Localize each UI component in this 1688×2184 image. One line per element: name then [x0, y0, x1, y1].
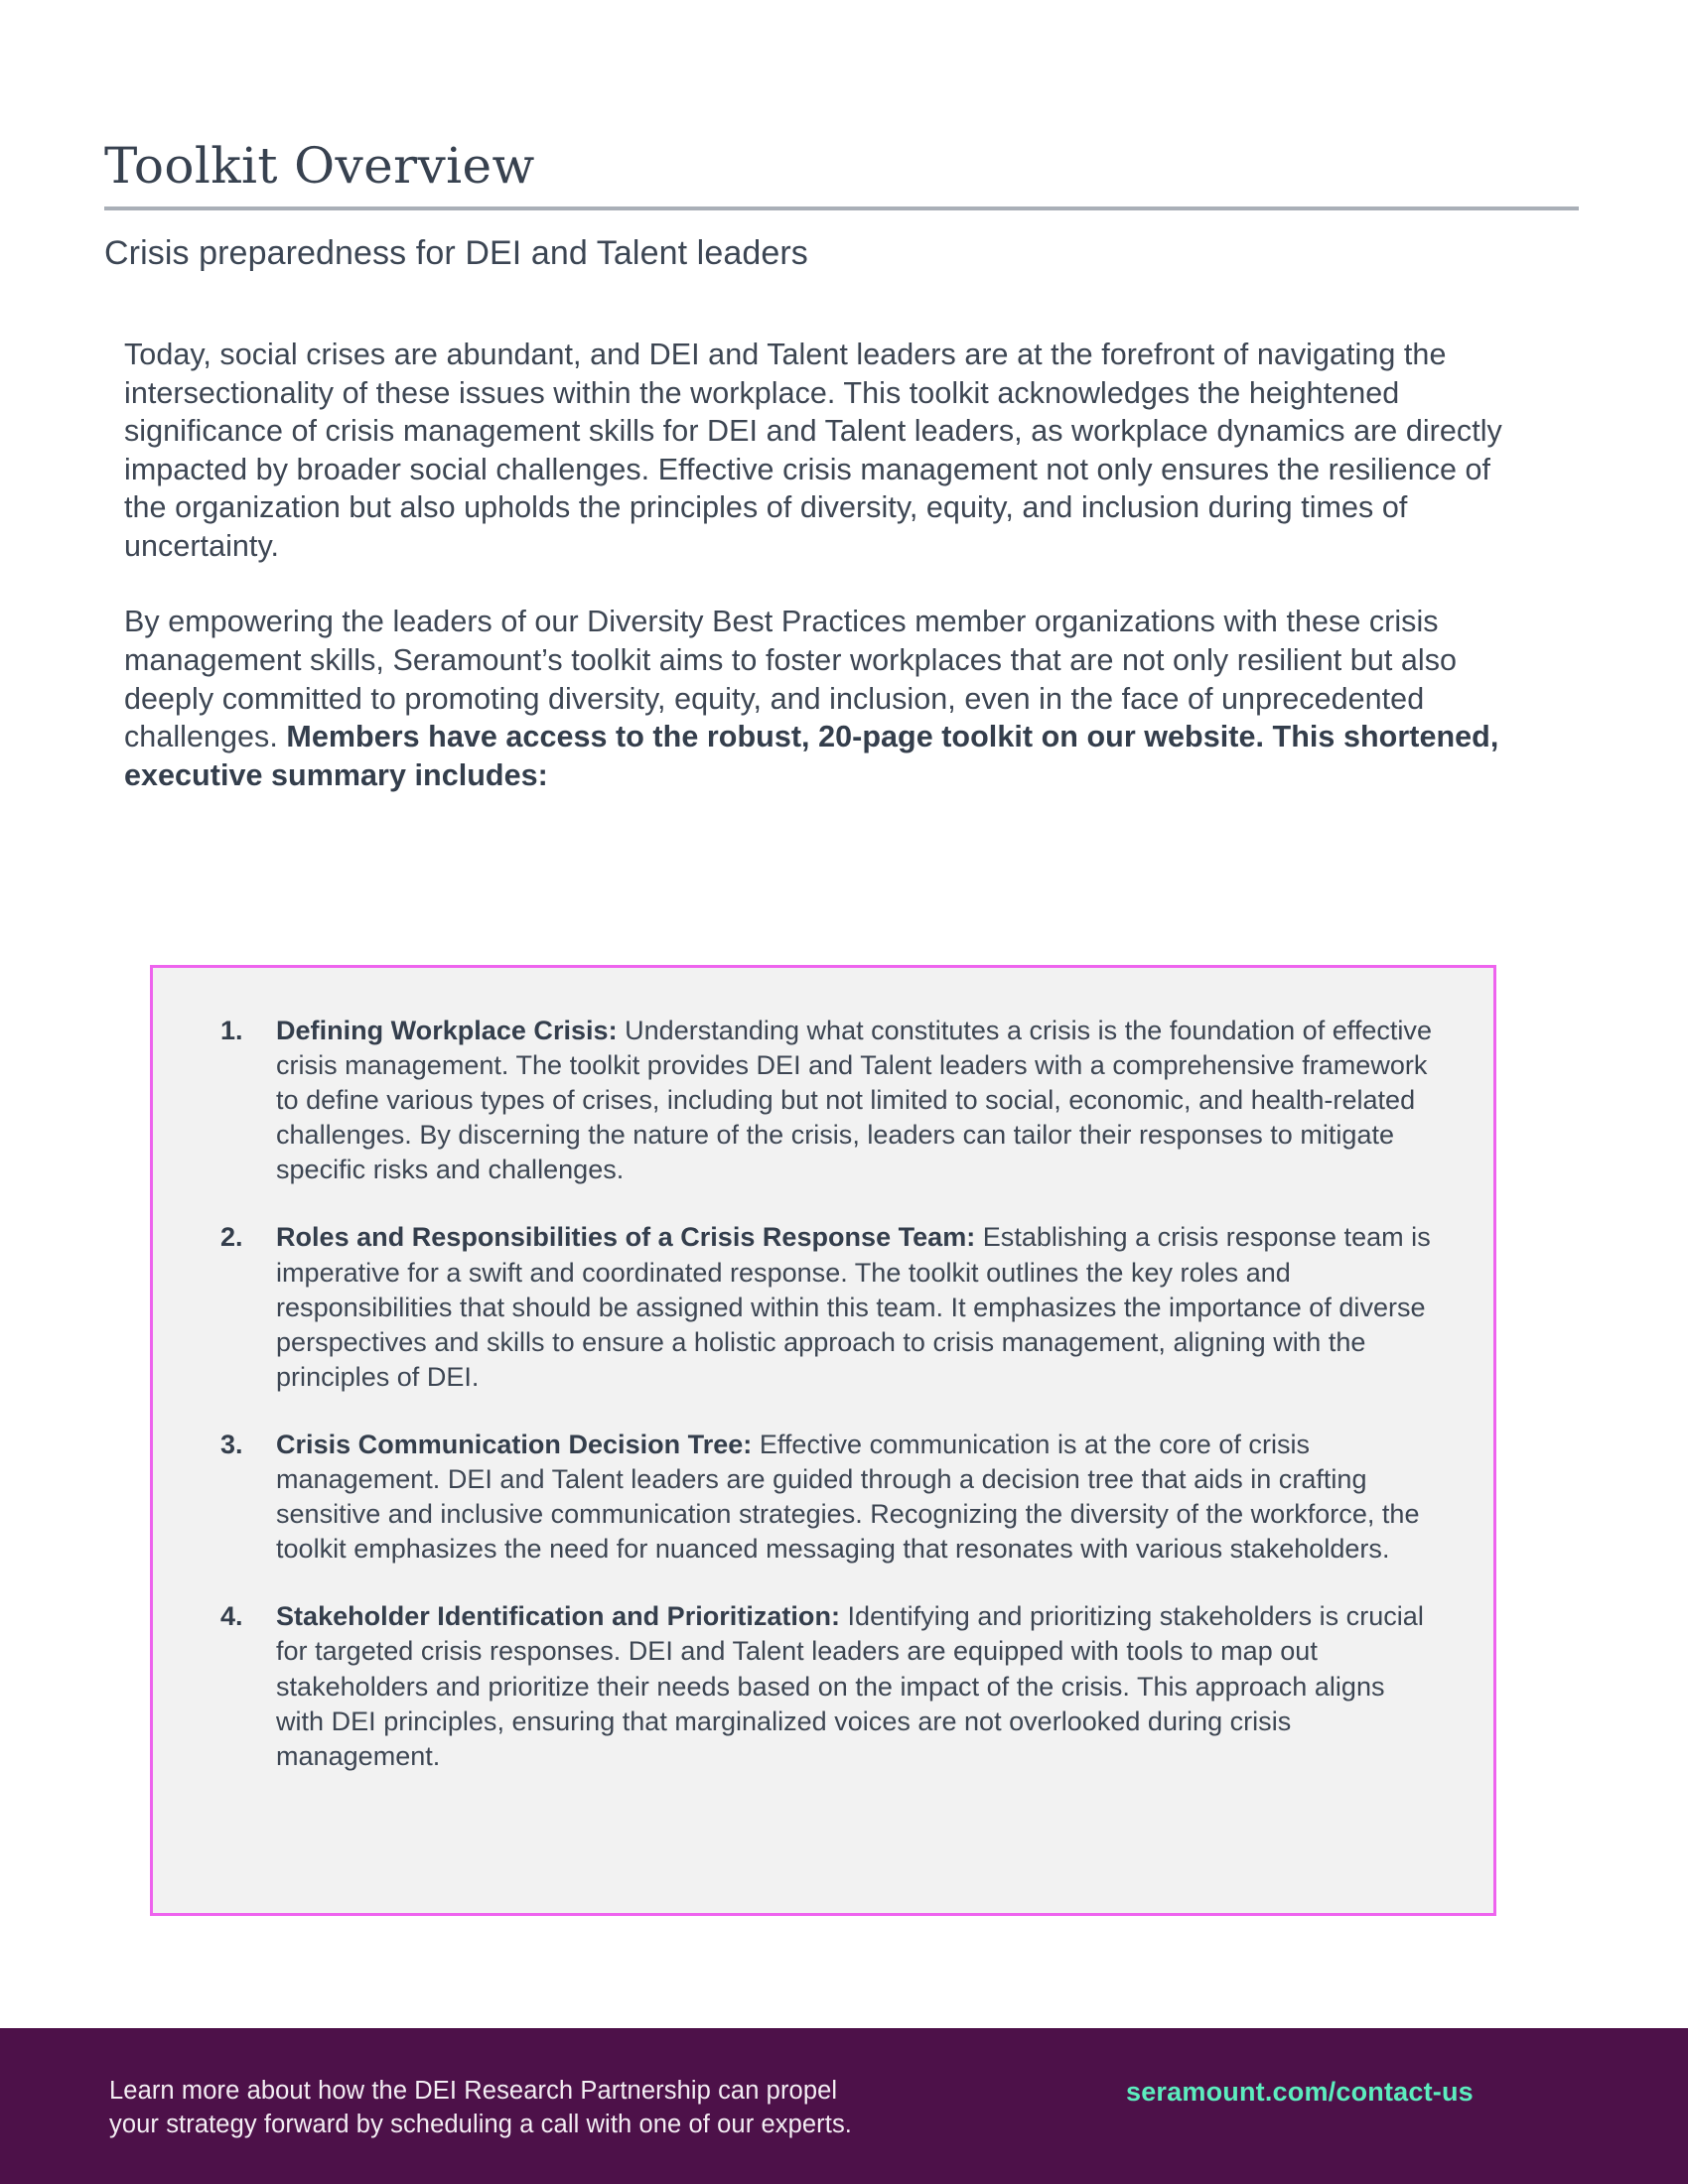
- list-item: [220, 1014, 1434, 1187]
- footer-band: [0, 2028, 1688, 2184]
- intro-section: [124, 336, 1509, 794]
- list-item-body: Understanding what constitutes a crisis is the foundation of effective crisis management. The toolkit provides DEI and Talent leaders with a comprehensive framework to define various types of crises, including but not limited to social, economic, and health-related challenges. By discerning the nature of the crisis, leaders can tailor their responses to mitigate specific risks and challenges.: [276, 1016, 1432, 1185]
- intro-paragraph-2-bold: Members have access to the robust, 20-page toolkit on our website. This shortened, executive summary includes:: [124, 720, 1499, 792]
- list-item-body: Identifying and prioritizing stakeholders is crucial for targeted crisis responses. DEI and Talent leaders are equipped with tools to map out stakeholders and prioritize their needs based on the impact of the crisis. This approach aligns with DEI principles, ensuring that marginalized voices are not overlooked during crisis management.: [276, 1601, 1424, 1771]
- list-item-lead: Crisis Communication Decision Tree:: [276, 1429, 753, 1459]
- list-item-lead: Roles and Responsibilities of a Crisis Response Team:: [276, 1222, 976, 1253]
- footer-message-line-1: Learn more about how the DEI Research Partnership can propel: [109, 2077, 838, 2105]
- intro-paragraph-1: Today, social crises are abundant, and DEI and Talent leaders are at the forefront of navigating the intersectionality of these issues within the workplace. This toolkit acknowledges the heightened significance of crisis management skills for DEI and Talent leaders, as workplace dynamics are directly impacted by broader social challenges. Effective crisis management not only ensures the resilience of the organization but also upholds the principles of diversity, equity, and inclusion during times of uncertainty.: [124, 338, 1502, 563]
- intro-paragraph-2-regular: By empowering the leaders of our Diversity Best Practices member organizations with these crisis management skills, Seramount’s toolkit aims to foster workplaces that are not only resilient but also deeply committed to promoting diversity, equity, and inclusion, even in the face of unprecedented challenges.: [124, 605, 1458, 754]
- list-item: [220, 1428, 1434, 1567]
- list-item-lead: Defining Workplace Crisis:: [276, 1016, 618, 1045]
- document-header: [104, 139, 1584, 273]
- footer-message-line-2: your strategy forward by scheduling a call with one of our experts.: [109, 2110, 852, 2138]
- list-item: [220, 1220, 1434, 1394]
- page-subtitle: Crisis preparedness for DEI and Talent leaders: [104, 234, 808, 272]
- contact-us-link[interactable]: seramount.com/contact-us: [1126, 2077, 1474, 2107]
- list-item-body: Establishing a crisis response team is imperative for a swift and coordinated response. The toolkit outlines the key roles and responsibilities that should be assigned within this team. It emphasizes the importance of diverse perspectives and skills to ensure a holistic approach to crisis management, aligning with the principles of DEI.: [276, 1222, 1431, 1392]
- title-divider: [104, 206, 1579, 210]
- list-item-lead: Stakeholder Identification and Prioritization:: [276, 1601, 840, 1632]
- summary-list: [153, 968, 1493, 1774]
- list-item: [220, 1599, 1434, 1773]
- footer-content: [0, 2028, 1688, 2184]
- footer-message: [109, 2075, 852, 2141]
- intro-paragraph-2: [124, 603, 1509, 794]
- summary-callout-box: [150, 965, 1496, 1916]
- list-item-body: Effective communication is at the core of crisis management. DEI and Talent leaders are guided through a decision tree that aids in crafting sensitive and inclusive communication strategies. Recognizing the diversity of the workforce, the toolkit emphasizes the need for nuanced messaging that resonates with various stakeholders.: [276, 1429, 1420, 1565]
- page-title: Toolkit Overview: [104, 137, 535, 195]
